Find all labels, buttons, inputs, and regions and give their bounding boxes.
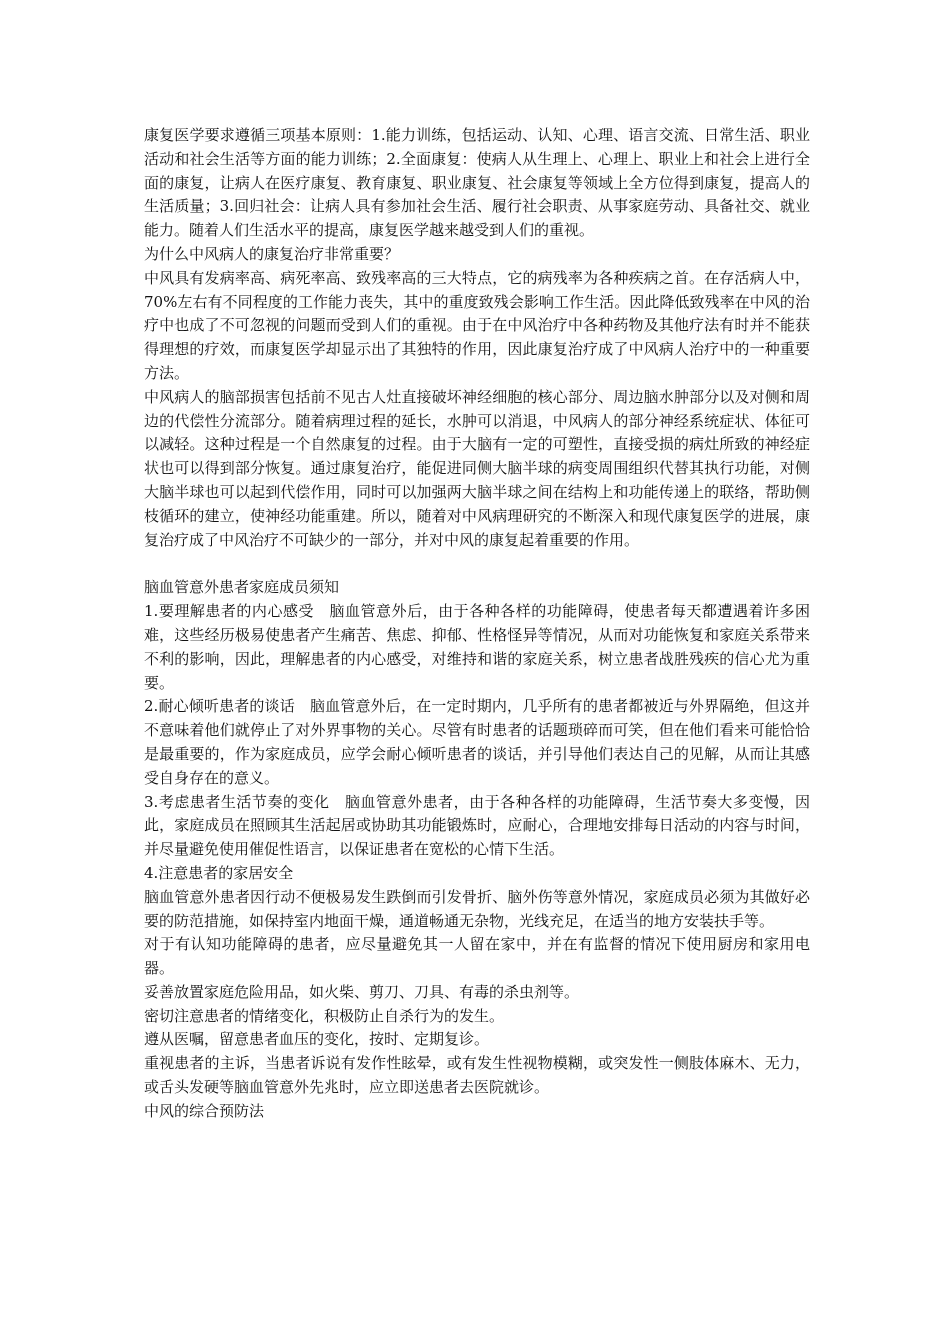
- paragraph-brain-damage: 中风病人的脑部损害包括前不见古人灶直接破坏神经细胞的核心部分、周边脑水肿部分以及对侧和周边的代偿性分流部分。随着病理过程的延长，水肿可以消退，中风病人的部分神经系统症状、体征可以减轻。这种过程是一个自然康复的过程。由于大脑有一定的可塑性，直接受损的病灶所致的神经症状也可以得到部分恢复。通过康复治疗，能促进同侧大脑半球的病变周围组织代替其执行功能，对侧大脑半球也可以起到代偿作用，同时可以加强两大脑半球之间在结构上和功能传递上的联络，帮助侧枝循环的建立，使神经功能重建。所以，随着对中风病理研究的不断深入和现代康复医学的进展，康复治疗成了中风治疗不可缺少的一部分，并对中风的康复起着重要的作用。: [144, 387, 810, 549]
- paragraph-item-2: 2.耐心倾听患者的谈话 脑血管意外后，在一定时期内，几乎所有的患者都被近与外界隔绝，但这并不意味着他们就停止了对外界事物的关心。尽管有时患者的话题琐碎而可笑，但在他们看来可能恰恰是最重要的，作为家庭成员，应学会耐心倾听患者的谈话，并引导他们表达自己的见解，从而让其感受自身存在的意义。: [144, 697, 810, 787]
- paragraph-stroke-features: 中风具有发病率高、病死率高、致残率高的三大特点，它的病残率为各种疾病之首。在存活病人中，70%左右有不同程度的工作能力丧失，其中的重度致残会影响工作生活。因此降低致残率在中风的治疗中也成了不可忽视的问题而受到人们的重视。由于在中风治疗中各种药物及其他疗法有时并不能获得理想的疗效，而康复医学却显示出了其独特的作用，因此康复治疗成了中风病人治疗中的一种重要方法。: [144, 268, 810, 382]
- heading-item-4: 4.注意患者的家居安全: [144, 863, 294, 882]
- heading-family-guide: 脑血管意外患者家庭成员须知: [144, 578, 340, 597]
- blank-line: [144, 552, 810, 576]
- paragraph-home-safety: 脑血管意外患者因行动不便极易发生跌倒而引发骨折、脑外伤等意外情况，家庭成员必须为其做好必要的防范措施，如保持室内地面干燥，通道畅通无杂物，光线充足，在适当的地方安装扶手等。: [144, 887, 810, 930]
- paragraph-blood-pressure: 遵从医嘱，留意患者血压的变化，按时、定期复诊。: [144, 1030, 490, 1049]
- paragraph-emotion: 密切注意患者的情绪变化，积极防止自杀行为的发生。: [144, 1006, 505, 1025]
- heading-why-rehab: 为什么中风病人的康复治疗非常重要？: [144, 244, 400, 263]
- paragraph-dangerous-items: 妥善放置家庭危险用品，如火柴、剪刀、刀具、有毒的杀虫剂等。: [144, 982, 580, 1001]
- document-body: [144, 124, 810, 1124]
- paragraph-warning-signs: 重视患者的主诉，当患者诉说有发作性眩晕，或有发生性视物模糊，或突发性一侧肢体麻木、无力，或舌头发硬等脑血管意外先兆时，应立即送患者去医院就诊。: [144, 1054, 810, 1097]
- paragraph-cognitive: 对于有认知功能障碍的患者，应尽量避免其一人留在家中，并在有监督的情况下使用厨房和家用电器。: [144, 935, 810, 978]
- paragraph-item-3: 3.考虑患者生活节奏的变化 脑血管意外患者，由于各种各样的功能障碍，生活节奏大多变慢，因此，家庭成员在照顾其生活起居或协助其功能锻炼时，应耐心，合理地安排每日活动的内容与时间，并尽量避免使用催促性语言，以保证患者在宽松的心情下生活。: [144, 792, 810, 859]
- paragraph-principles: 康复医学要求遵循三项基本原则：1.能力训练，包括运动、认知、心理、语言交流、日常生活、职业活动和社会生活等方面的能力训练；2.全面康复：使病人从生理上、心理上、职业上和社会上进行全面的康复，让病人在医疗康复、教育康复、职业康复、社会康复等领域上全方位得到康复，提高人的生活质量；3.回归社会：让病人具有参加社会生活、履行社会职责、从事家庭劳动、具备社交、就业能力。随着人们生活水平的提高，康复医学越来越受到人们的重视。: [144, 126, 810, 240]
- paragraph-item-1: 1.要理解患者的内心感受 脑血管意外后，由于各种各样的功能障碍，使患者每天都遭遇着许多困难，这些经历极易使患者产生痛苦、焦虑、抑郁、性格怪异等情况，从而对功能恢复和家庭关系带来不利的影响，因此，理解患者的内心感受，对维持和谐的家庭关系，树立患者战胜残疾的信心尤为重要。: [144, 602, 810, 692]
- heading-prevention: 中风的综合预防法: [144, 1101, 265, 1120]
